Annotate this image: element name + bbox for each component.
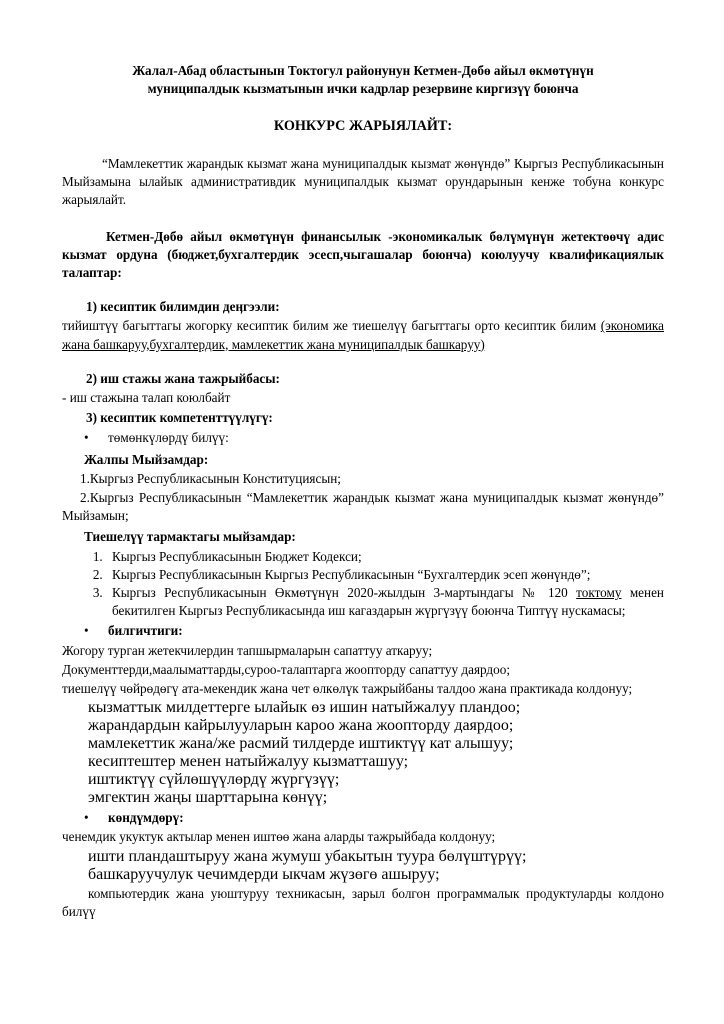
habits-indented-list xyxy=(62,848,664,884)
position-requirements-paragraph: Кетмен-Дөбө айыл өкмөтүнүн финансылык -экономикалык бөлүмүнүн жетектөөчү адис кызмат ордуна (бюджет,бухгалтердик эсесп,чыгашалар боюнча) коюлуучу квалификациялык талаптар: xyxy=(62,228,664,281)
skill-item: Жогору турган жетекчилердин тапшырмаларын сапаттуу аткаруу; xyxy=(62,642,433,658)
section-2-heading: 2) иш стажы жана тажрыйбасы: xyxy=(86,370,280,386)
sector-law-text: Кыргыз Республикасынын Бюджет Кодекси; xyxy=(112,548,362,564)
sector-laws-heading: Тиешелүү тармактагы мыйзамдар: xyxy=(84,529,296,545)
bullet-skills-label: билгичтиги: xyxy=(108,623,183,639)
section-3-heading: 3) кесиптик компетенттүүлүгү: xyxy=(86,410,273,426)
skill-item: эмгектин жаңы шарттарына көнүү; xyxy=(88,789,328,807)
bullet-know-row xyxy=(62,429,664,447)
bullet-skills-row xyxy=(62,622,664,640)
document-title-line-1: Жалал-Абад областынын Токтогул районунун Кетмен-Дөбө айыл өкмөтүнүн xyxy=(132,63,594,78)
sector-law-text: Кыргыз Республикасынын Кыргыз Республикасынын “Бухгалтердик эсеп жөнүндө”; xyxy=(112,566,591,582)
habit-item-last: компьютердик жана уюштуруу техникасын, зарыл болгон программалык продуктуларды колдоно билүү xyxy=(62,885,664,919)
document-subtitle: КОНКУРС ЖАРЫЯЛАЙТ: xyxy=(273,118,453,134)
bullet-know-label: төмөнкүлөрдү билүү: xyxy=(108,430,229,446)
section-1-body xyxy=(62,317,664,353)
section-1-text: тийиштүү багыттагы жогорку кесиптик билим же тиешелүү багыттагы орто кесиптик билим xyxy=(62,318,601,334)
general-laws-heading: Жалпы Мыйзамдар: xyxy=(84,451,209,467)
bullet-dot-icon: • xyxy=(84,623,89,639)
general-law-item: 1.Кыргыз Республикасынын Конституциясын; xyxy=(80,470,341,486)
skill-item: кызматтык милдеттерге ылайык өз ишин натыйжалуу пландоо; xyxy=(88,699,521,717)
bullet-habits-row xyxy=(62,809,664,827)
section-1-heading: 1) кесиптик билимдин деӊгээли: xyxy=(86,299,280,315)
skill-item-justified: тиешелүү чөйрөдөгү ата-мекендик жана чет өлкөлүк тажрыйбаны талдоо жана практикада колдонуу; xyxy=(62,681,633,697)
skill-item: жарандардын кайрылууларын кароо жана жоопторду даярдоо; xyxy=(88,717,514,735)
skill-item: кесиптештер менен натыйжалуу кызматташуу; xyxy=(88,753,409,771)
sector-laws-list xyxy=(62,548,664,621)
section-1-underlined-text: (экономика жана башкаруу,бухгалтердик, мамлекеттик жана муниципалдык башкаруу) xyxy=(62,318,664,352)
section-2-body: - иш стажына талап коюлбайт xyxy=(62,390,231,406)
sector-law-text: Кыргыз Республикасынын Өкмөтүнүн 2020-жылдын 3-мартындагы № 120 xyxy=(112,585,577,601)
skill-item: иштиктүү сүйлөшүүлөрдү жүргүзүү; xyxy=(88,771,340,789)
habit-item: башкаруучулук чечимдерди ыкчам жүзөгө ашыруу; xyxy=(88,865,440,883)
sector-law-item xyxy=(106,584,664,620)
skill-item: Документтерди,маалыматтарды,суроо-талаптарга жоопторду сапаттуу даярдоо; xyxy=(62,661,510,677)
bullet-dot-icon: • xyxy=(84,810,89,826)
intro-paragraph: “Мамлекеттик жарандык кызмат жана муниципалдык кызмат жөнүндө” Кыргыз Республикасынын Мыйзамына ылайык административдик муниципалдык кызмат орундарынын кенже тобуна конкурс жарыялайт. xyxy=(62,156,664,208)
bullet-dot-icon: • xyxy=(84,430,89,446)
sector-law-item xyxy=(106,548,664,566)
sector-law-underlined: токтому xyxy=(576,585,622,601)
bullet-habits-label: көндүмдөрү: xyxy=(108,810,184,826)
habit-item: ченемдик укуктук актылар менен иштөө жана аларды тажрыйбада колдонуу; xyxy=(62,829,496,845)
skills-indented-list xyxy=(62,699,664,807)
sector-law-item xyxy=(106,566,664,584)
skill-item: мамлекеттик жана/же расмий тилдерде иштиктүү кат алышуу; xyxy=(88,735,514,753)
sector-law-text-cont: менен бекитилген Кыргыз Республикасында иш кагаздарын жүргүзүү боюнча Типтүү нускамасы; xyxy=(112,585,664,619)
habit-item: ишти пландаштыруу жана жумуш убакытын туура бөлүштүрүү; xyxy=(88,847,527,865)
document-title-line-2: муниципалдык кызматынын ички кадрлар резервине киргизүү боюнча xyxy=(147,80,579,96)
general-law-item: 2.Кыргыз Республикасынын “Мамлекеттик жарандык кызмат жана муниципалдык кызмат жөнүндө” Мыйзамын; xyxy=(62,490,664,524)
